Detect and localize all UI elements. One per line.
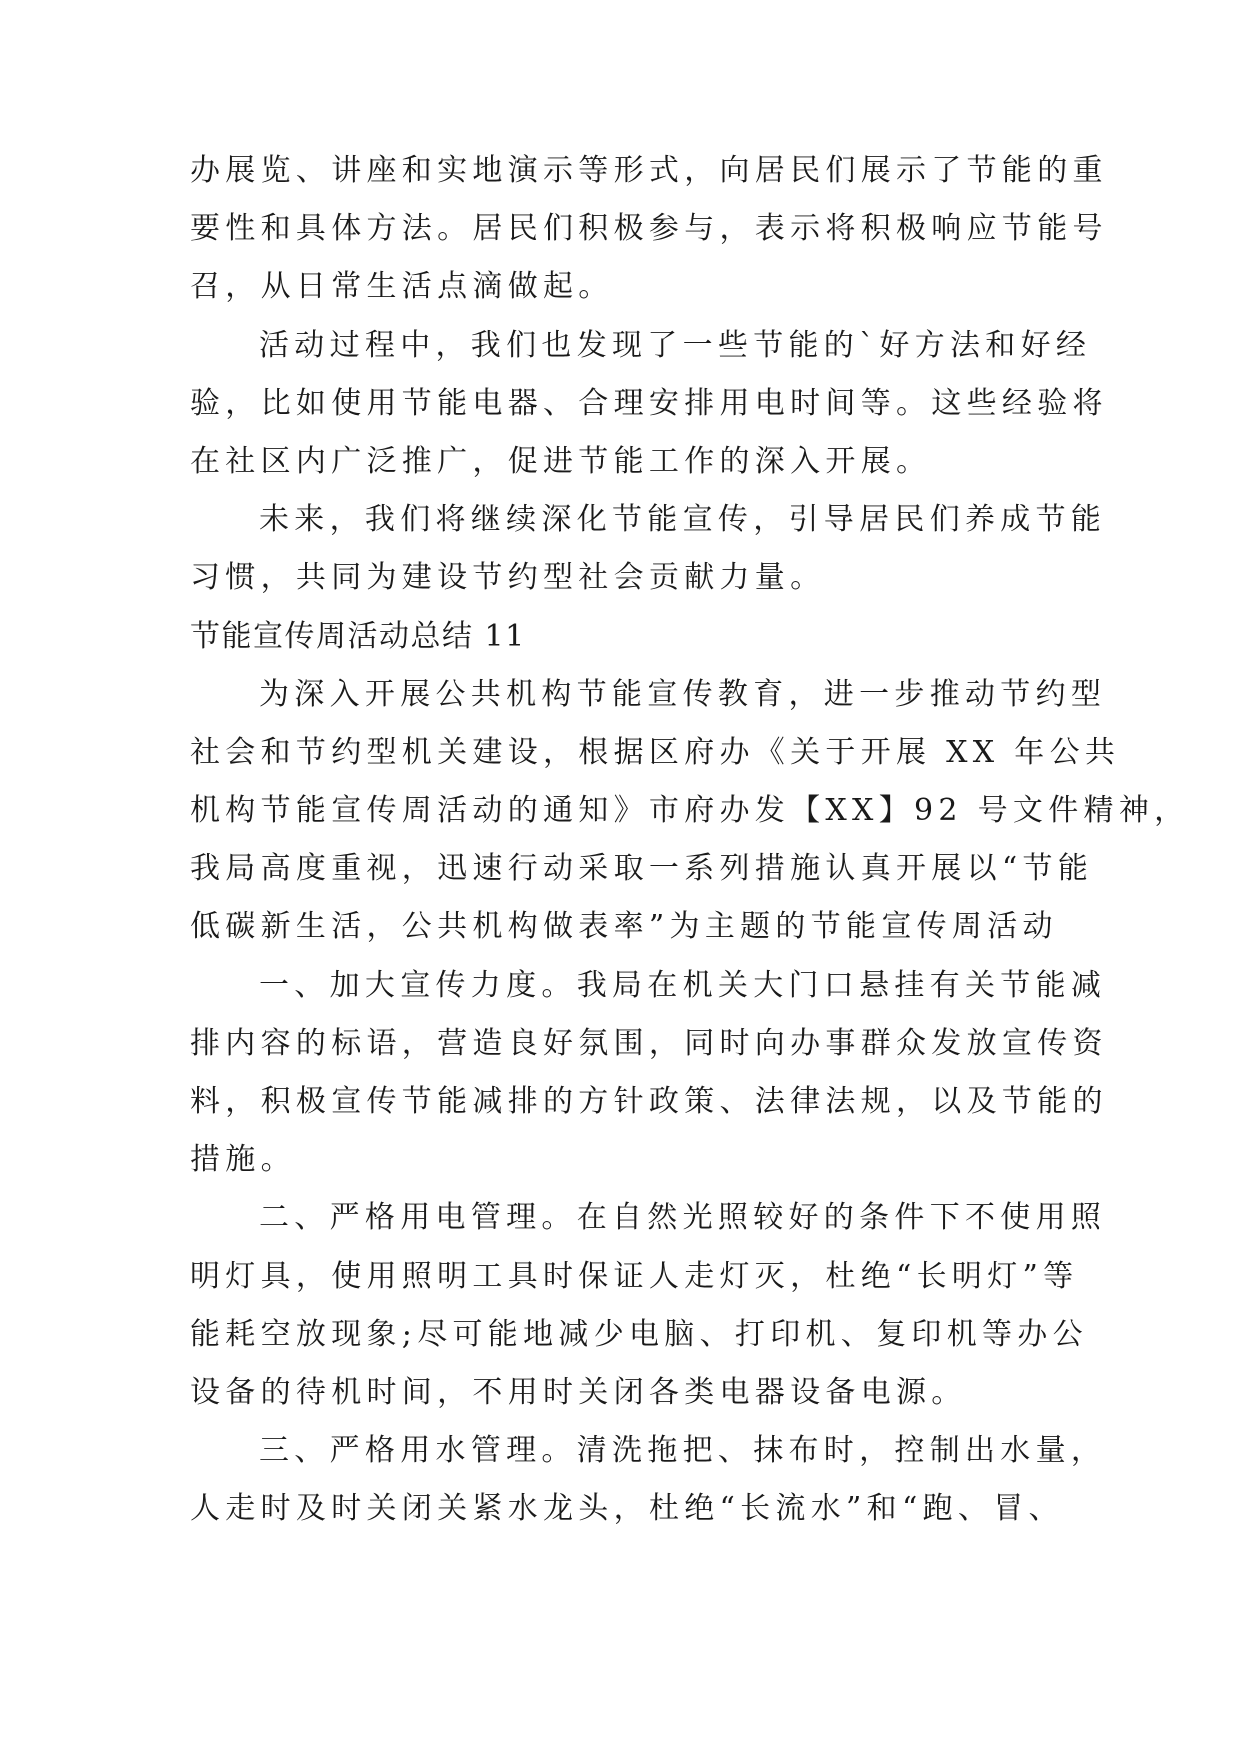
paragraph-first-line: 未来，我们将继续深化节能宣传，引导居民们养成节能 <box>259 502 1107 538</box>
text-line: 排内容的标语，营造良好氛围，同时向办事群众发放宣传资 <box>190 1025 1108 1061</box>
text-line: 措施。 <box>190 1142 296 1178</box>
paragraph-first-line: 三、严格用水管理。清洗拖把、抹布时，控制出水量， <box>259 1433 1107 1469</box>
text-line: 人走时及时关闭关紧水龙头，杜绝“长流水”和“跑、冒、 <box>190 1491 1064 1527</box>
text-line: 能耗空放现象;尽可能地减少电脑、打印机、复印机等办公 <box>190 1316 1088 1352</box>
paragraph-first-line: 为深入开展公共机构节能宣传教育，进一步推动节约型 <box>259 676 1107 712</box>
text-line: 社会和节约型机关建设，根据区府办《关于开展 XX 年公共 <box>190 734 1121 770</box>
paragraph-first-line: 活动过程中，我们也发现了一些节能的`好方法和好经 <box>259 327 1092 363</box>
text-line: 召，从日常生活点滴做起。 <box>190 269 614 305</box>
text-line: 要性和具体方法。居民们积极参与，表示将积极响应节能号 <box>190 211 1108 247</box>
text-line: 低碳新生活，公共机构做表率”为主题的节能宣传周活动 <box>190 909 1058 945</box>
text-line: 机构节能宣传周活动的通知》市府办发【XX】92 号文件精神， <box>190 793 1190 829</box>
text-line: 验，比如使用节能电器、合理安排用电时间等。这些经验将 <box>190 385 1108 421</box>
paragraph-first-line: 二、严格用电管理。在自然光照较好的条件下不使用照 <box>259 1200 1107 1236</box>
text-line: 我局高度重视，迅速行动采取一系列措施认真开展以“节能 <box>190 851 1094 887</box>
text-line: 设备的待机时间，不用时关闭各类电器设备电源。 <box>190 1374 967 1410</box>
paragraph-first-line: 一、加大宣传力度。我局在机关大门口悬挂有关节能减 <box>259 967 1107 1003</box>
text-line: 明灯具，使用照明工具时保证人走灯灭，杜绝“长明灯”等 <box>190 1258 1079 1294</box>
text-line: 办展览、讲座和实地演示等形式，向居民们展示了节能的重 <box>190 153 1108 188</box>
section-heading: 节能宣传周活动总结 11 <box>190 618 526 654</box>
text-line: 在社区内广泛推广，促进节能工作的深入开展。 <box>190 443 932 479</box>
text-line: 习惯，共同为建设节约型社会贡献力量。 <box>190 560 826 596</box>
text-line: 料，积极宣传节能减排的方针政策、法律法规，以及节能的 <box>190 1084 1108 1119</box>
document-page <box>190 142 1190 1539</box>
